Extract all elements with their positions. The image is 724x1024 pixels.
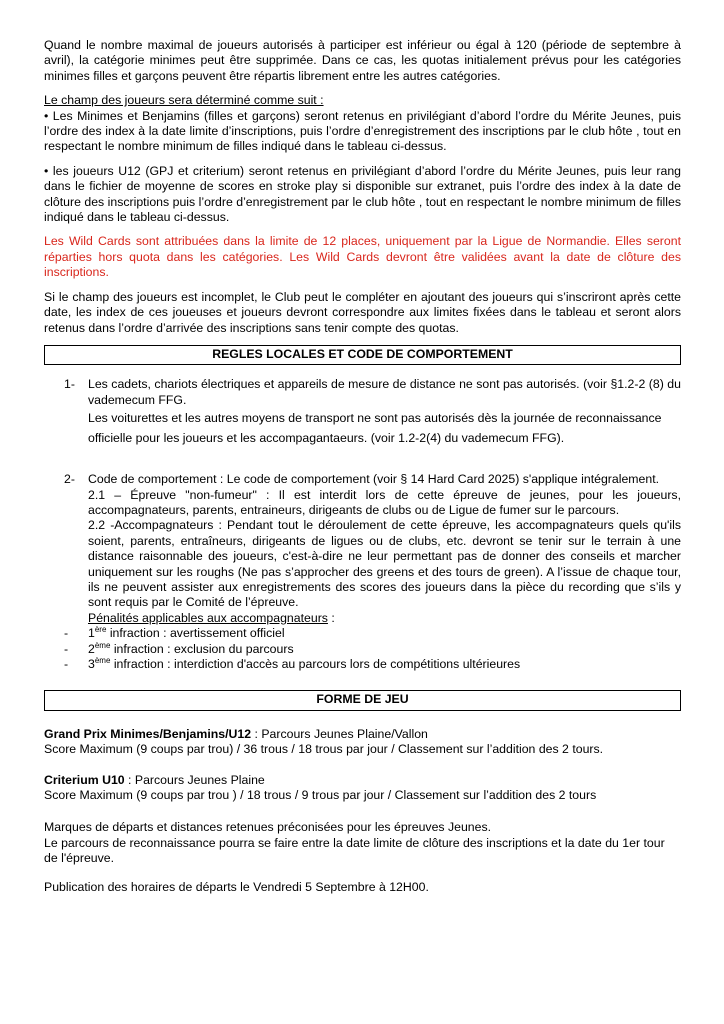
grand-prix-score: Score Maximum (9 coups par trou) / 36 trous / 18 trous par jour / Classement sur l’addition des 2 tours. (44, 742, 604, 757)
penalite-2-dash: - (64, 641, 69, 656)
regle-item-2 (44, 472, 681, 626)
marques-line: Marques de départs et distances retenues préconisées pour les épreuves Jeunes. (44, 820, 492, 835)
criterium-line (44, 773, 681, 788)
intro-paragraph-quota: Quand le nombre maximal de joueurs autorisés à participer est inférieur ou égal à 120 (période de septembre à avril), la catégorie minimes peut être supprimée. Dans ce cas, les quotas initialement prévus pour les catégories minimes filles et garçons peuvent être répartis librement entre les autres catégories. (44, 38, 681, 83)
regle-item-2-number: 2- (64, 472, 75, 487)
regle-item-1-number: 1- (64, 377, 75, 392)
wild-cards-paragraph: Les Wild Cards sont attribuées dans la limite de 12 places, uniquement par la Ligue de Normandie. Elles seront réparties hors quota dans les catégories. Les Wild Cards devront être validées avant la date de clôture des inscriptions. (44, 234, 681, 280)
penalite-2-text: infraction : exclusion du parcours (110, 641, 294, 656)
regle-item-2-line1: Code de comportement : Le code de comportement (voir § 14 Hard Card 2025) s'applique intégralement. (88, 472, 660, 487)
regle-item-2-sub1: 2.1 – Épreuve "non-fumeur" : Il est interdit lors de cette épreuve de jeunes, pour les joueurs, accompagnateurs, parents, entraineurs, dirigeants de clubs ou de Ligue de fumer sur le parcours. (88, 487, 681, 517)
penalite-item-1 (44, 626, 681, 641)
u12-paragraph: • les joueurs U12 (GPJ et criterium) seront retenus en privilégiant d’abord l’ordre du Mérite Jeunes, puis leur rang dans le fichier de moyenne de scores en stroke play si disponible sur extranet, puis l’ordre des index à la date de clôture des inscriptions puis l’ordre d’enregistrement par le club hôte , tout en respectant le nombre minimum de filles indiqué dans le tableau ci-dessus. (44, 163, 681, 225)
publication-line: Publication des horaires de départs le Vendredi 5 Septembre à 12H00. (44, 879, 429, 894)
criterium-label: Criterium U10 (44, 772, 125, 787)
grand-prix-line (44, 727, 681, 742)
penalites-heading-line (88, 611, 681, 626)
penalite-2-num: 2 (88, 641, 95, 656)
penalite-3-num: 3 (88, 657, 95, 671)
champ-incomplet-paragraph: Si le champ des joueurs est incomplet, le Club peut le compléter en ajoutant des joueurs qui s’inscriront après cette date, les index de ces joueuses et joueurs devront correspondre aux limites fixées dans le tableau et seront alors retenus dans l’ordre d’arrivée des inscriptions sans tenir compte des quotas. (44, 289, 681, 335)
regles-section-header: REGLES LOCALES ET CODE DE COMPORTEMENT (44, 345, 681, 365)
regle-item-1-line1: Les cadets, chariots électriques et appareils de mesure de distance ne sont pas autorisés. (voir §1.2-2 (8) du vademecum FFG. (88, 377, 681, 407)
regle-item-1-line2: Les voiturettes et les autres moyens de transport ne sont pas autorisés dès la journée de reconnaissance officielle pour les joueurs et les accompagantaeurs. (voir 1.2-2(4) du vademecum FFG). (88, 411, 662, 446)
champ-heading: Le champ des joueurs sera déterminé comme suit : (44, 93, 324, 108)
penalite-item-2 (44, 642, 681, 657)
penalite-3-sup: ème (94, 655, 111, 665)
forme-de-jeu-section-header: FORME DE JEU (44, 690, 681, 710)
criterium-course: : Parcours Jeunes Plaine (124, 772, 265, 787)
penalites-colon: : (327, 610, 335, 625)
penalite-1-num: 1 (88, 626, 95, 641)
regle-item-2-sub2: 2.2 -Accompagnateurs : Pendant tout le déroulement de cette épreuve, les accompagnateurs quels qu'ils soient, parents, entraîneurs, dirigeants de ligues ou de clubs, etc. devront se tenir sur le terrain à une distance raisonnable des joueurs, c'est-à-dire ne leur permettant pas de donner des conseils et marcher uniquement sur les roughs (Ne pas s’approcher des greens et des tours de green). A l’issue de chaque tour, ils ne peuvent assister aux enregistrements des scores des joueurs dans la pièce du recording que s’ils y sont requis par le Comité de l’épreuve. (88, 518, 681, 610)
criterium-score: Score Maximum (9 coups par trou ) / 18 trous / 9 trous par jour / Classement sur l’addition des 2 tours (44, 788, 597, 803)
penalite-2-sup: ème (94, 640, 111, 650)
regle-item-1 (44, 377, 681, 448)
penalite-3-dash: - (64, 657, 69, 671)
document-page (44, 38, 681, 895)
penalite-item-3 (44, 657, 681, 672)
minimes-benjamins-paragraph: • Les Minimes et Benjamins (filles et garçons) seront retenus en privilégiant d’abord l’ordre du Mérite Jeunes, puis l’ordre des index à la date limite d’inscriptions, puis l’ordre d’enregistrement des inscriptions par le club hôte , tout en respectant le nombre minimum de filles indiqué dans le tableau ci-dessus. (44, 108, 681, 154)
penalite-1-sup: ère (94, 625, 107, 635)
grand-prix-course: : Parcours Jeunes Plaine/Vallon (251, 726, 428, 741)
penalites-heading: Pénalités applicables aux accompagnateurs (88, 610, 328, 625)
grand-prix-label: Grand Prix Minimes/Benjamins/U12 (44, 726, 252, 741)
penalite-1-dash: - (64, 626, 69, 641)
reconnaissance-line: Le parcours de reconnaissance pourra se faire entre la date limite de clôture des inscriptions et la date du 1er tour de l'épreuve. (44, 835, 665, 866)
penalite-3-text: infraction : interdiction d'accès au parcours lors de compétitions ultérieures (110, 657, 521, 671)
penalite-1-text: infraction : avertissement officiel (106, 626, 285, 641)
